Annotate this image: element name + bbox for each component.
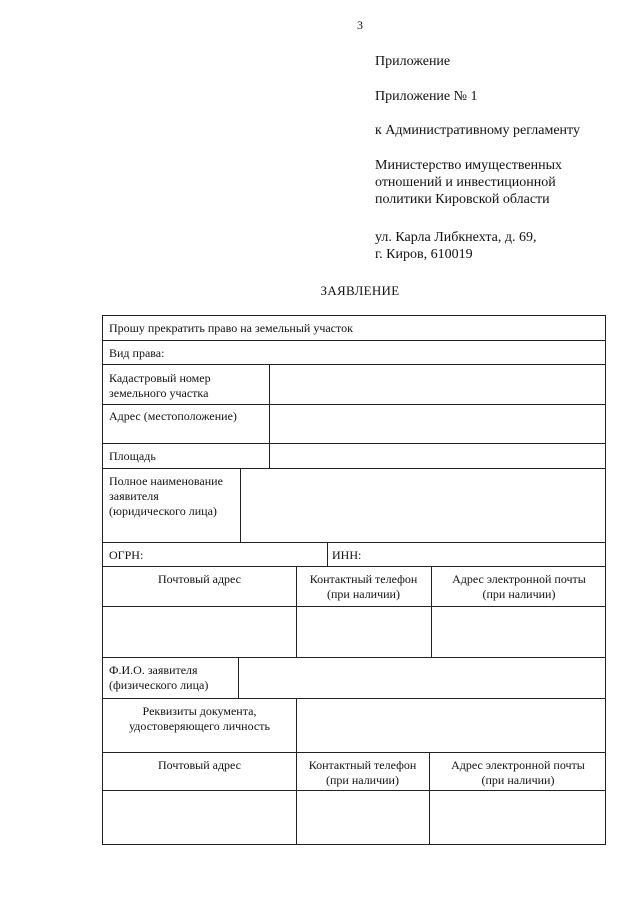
right-type-label: Вид права: [109, 346, 165, 360]
person-phone-header-1: Контактный телефон [308, 758, 417, 772]
legal-name-label-1: Полное наименование [109, 474, 223, 488]
form-divider [103, 404, 605, 405]
form-divider [240, 468, 241, 542]
person-email-header-1: Адрес электронной почты [451, 758, 585, 772]
legal-name-label-3: (юридического лица) [109, 504, 217, 518]
inn-label[interactable]: ИНН: [332, 548, 362, 562]
cadastral-label-2: земельного участка [109, 386, 209, 400]
legal-email-header-1: Адрес электронной почты [452, 572, 586, 586]
ministry-address-line-2: г. Киров, 610019 [375, 247, 473, 262]
person-postal-address-field[interactable] [105, 792, 294, 843]
ministry-line-3: политики Кировской области [375, 192, 550, 207]
form-divider [103, 566, 605, 567]
area-field[interactable] [274, 447, 599, 465]
person-name-label-2: (физического лица) [109, 678, 209, 692]
appendix-label: Приложение [375, 54, 451, 69]
identity-doc-field[interactable] [299, 701, 603, 749]
legal-phone-field[interactable] [298, 608, 429, 655]
person-phone-field[interactable] [298, 792, 427, 843]
regulation-ref: к Административному регламенту [375, 123, 580, 138]
address-location-label: Адрес (местоположение) [109, 409, 237, 423]
form-divider [103, 468, 605, 469]
legal-email-field[interactable] [433, 608, 605, 655]
legal-phone-header-2: (при наличии) [327, 587, 400, 601]
legal-name-field[interactable] [245, 472, 601, 538]
application-form [102, 315, 606, 845]
cadastral-number-field[interactable] [274, 369, 599, 401]
ogrn-label[interactable]: ОГРН: [109, 548, 144, 562]
page-number: 3 [357, 18, 363, 32]
form-divider [103, 698, 605, 699]
identity-doc-label-1: Реквизиты документа, [142, 704, 257, 718]
person-name-field[interactable] [241, 660, 603, 696]
form-divider [269, 364, 270, 468]
person-postal-address-header: Почтовый адрес [157, 758, 241, 772]
person-email-field[interactable] [431, 792, 605, 843]
ministry-address-line-1: ул. Карла Либкнехта, д. 69, [375, 230, 537, 245]
form-divider [238, 657, 239, 698]
address-location-field[interactable] [274, 408, 599, 440]
area-label: Площадь [109, 449, 156, 463]
form-divider [103, 443, 605, 444]
person-name-label-1: Ф.И.О. заявителя [109, 663, 198, 677]
cadastral-label-1: Кадастровый номер [109, 371, 211, 385]
legal-phone-header-1: Контактный телефон [309, 572, 418, 586]
identity-doc-label-2: удостоверяющего личность [129, 719, 270, 733]
form-divider [103, 752, 605, 753]
appendix-number: Приложение № 1 [375, 89, 478, 104]
form-divider [103, 364, 605, 365]
person-email-header-2: (при наличии) [481, 773, 555, 787]
form-divider [103, 606, 605, 607]
form-divider [327, 542, 328, 566]
legal-email-header-2: (при наличии) [482, 587, 556, 601]
form-divider [103, 790, 605, 791]
ministry-line-2: отношений и инвестиционной [375, 175, 556, 190]
ministry-line-1: Министерство имущественных [375, 158, 562, 173]
person-phone-header-2: (при наличии) [326, 773, 399, 787]
request-text: Прошу прекратить право на земельный участок [109, 321, 353, 335]
form-divider [103, 542, 605, 543]
form-divider [103, 657, 605, 658]
form-divider [103, 340, 605, 341]
legal-postal-address-header: Почтовый адрес [157, 572, 241, 586]
legal-name-label-2: заявителя [109, 489, 159, 503]
document-title: ЗАЯВЛЕНИЕ [320, 283, 400, 298]
legal-postal-address-field[interactable] [105, 608, 294, 655]
